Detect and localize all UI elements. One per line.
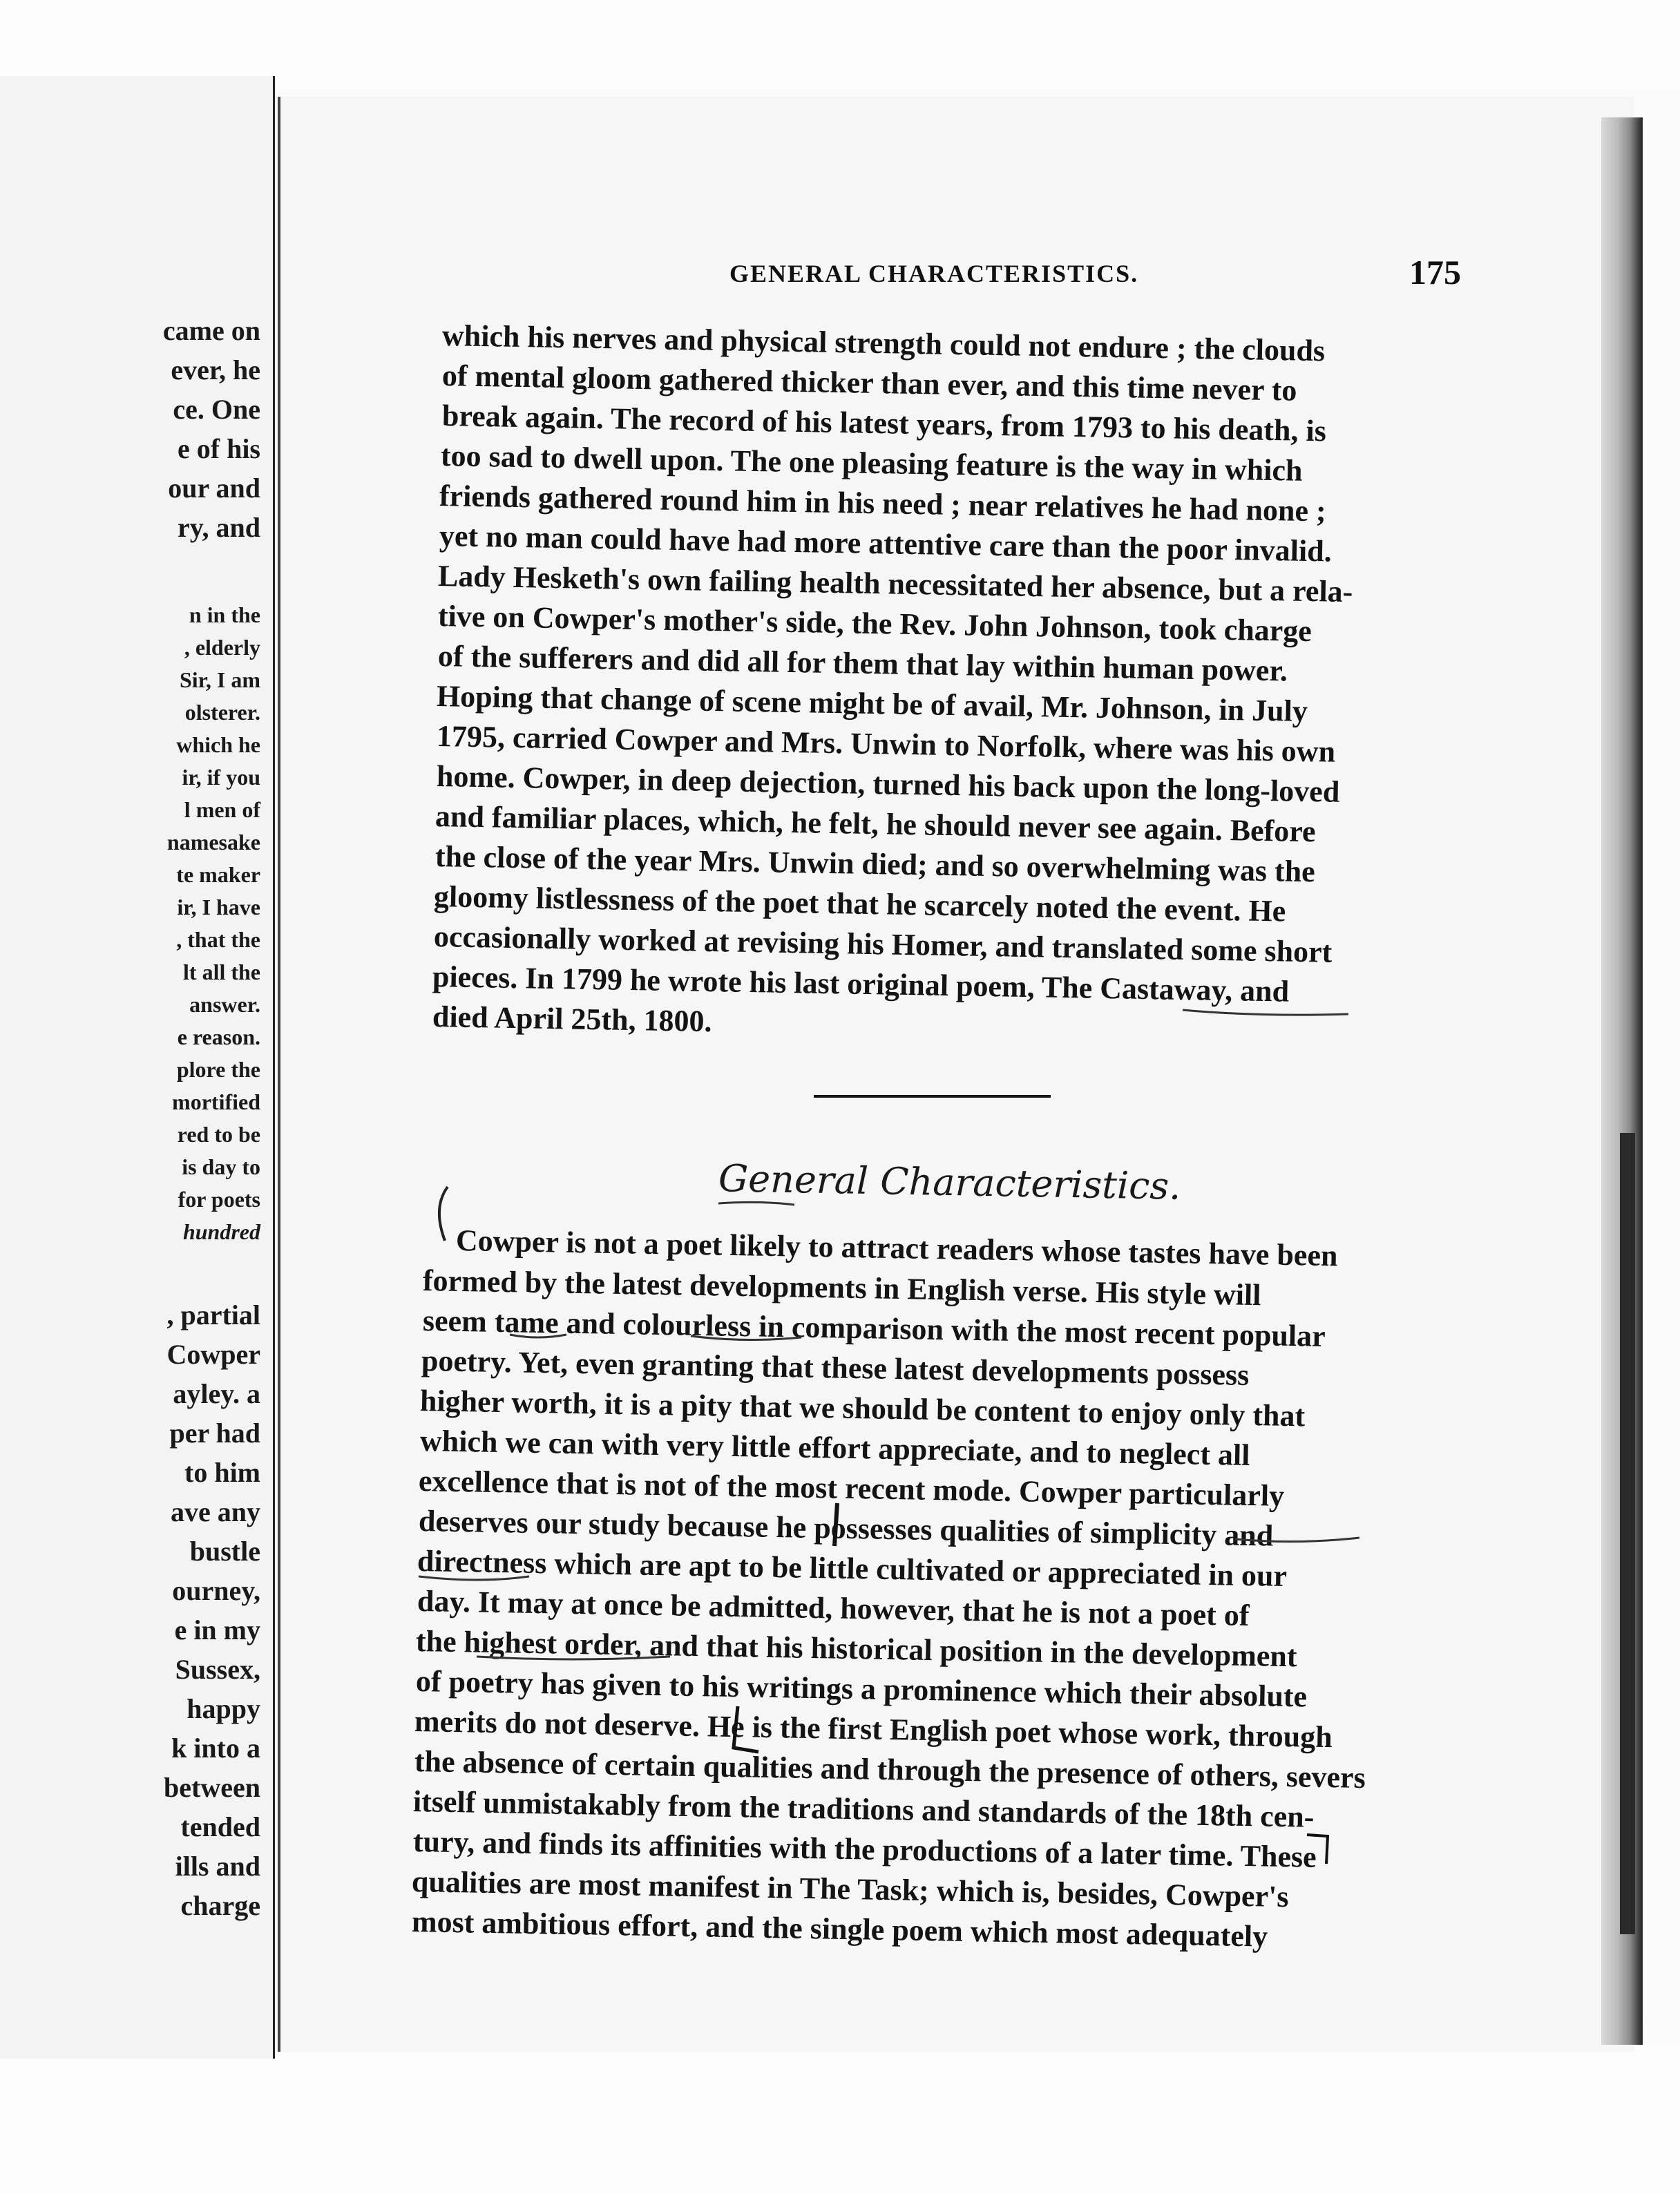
text-line: poetry. Yet, even granting that these latest developments possess	[421, 1344, 1250, 1392]
text-line: formed by the latest developments in English verse. His style will	[422, 1263, 1261, 1313]
text-line: occasionally worked at revising his Homer, and translated some short	[433, 919, 1333, 969]
text-line: higher worth, it is a pity that we should be content to enjoy only that	[419, 1384, 1306, 1433]
section-heading: General Characteristics.	[718, 1156, 1181, 1208]
left-page-line: e in my	[174, 1614, 260, 1646]
left-page-line: between	[164, 1772, 260, 1803]
text-line: the highest order, and that his historical position in the development	[415, 1624, 1297, 1674]
text-line: died April 25th, 1800.	[432, 1000, 712, 1039]
left-page-line: Sir, I am	[179, 667, 260, 692]
text-line: Hoping that change of scene might be of avail, Mr. Johnson, in July	[436, 679, 1308, 729]
text-line: merits do not deserve. He is the first English poet whose work, through	[414, 1704, 1333, 1755]
running-head: GENERAL CHARACTERISTICS.	[729, 260, 1139, 287]
text-line: too sad to dwell upon. The one pleasing feature is the way in which	[440, 439, 1303, 488]
colourless-underline-mark	[691, 1336, 801, 1340]
left-page-line: hundred	[182, 1219, 260, 1244]
left-page-line: tended	[180, 1811, 260, 1842]
left-page-line: olsterer.	[184, 700, 260, 725]
left-page-line: ourney,	[172, 1575, 260, 1606]
text-line: friends gathered round him in his need ; near relatives he had none ;	[439, 479, 1327, 528]
text-line: directness which are apt to be little cultivated or appreciated in our	[417, 1544, 1288, 1593]
left-page-line: to him	[184, 1457, 260, 1488]
left-page-line: te maker	[176, 862, 260, 887]
left-page-line: Cowper	[166, 1339, 260, 1370]
left-page-line: came on	[162, 315, 260, 346]
text-line: of the sufferers and did all for them that lay within human power.	[437, 639, 1288, 688]
left-page-line: ir, if you	[182, 765, 260, 790]
text-line: excellence that is not of the most recent mode. Cowper particularly	[418, 1464, 1285, 1513]
left-page-line: l men of	[184, 797, 260, 822]
left-page-line: our and	[168, 473, 260, 504]
left-page-line: Sussex,	[175, 1654, 260, 1685]
left-page-line: plore the	[176, 1057, 260, 1082]
left-page-line: ce. One	[173, 394, 260, 425]
left-page-line: , partial	[166, 1299, 260, 1330]
simplicity-underline-mark	[1235, 1538, 1359, 1542]
text-line: itself unmistakably from the traditions and standards of the 18th cen-	[412, 1784, 1315, 1834]
left-page-line: red to be	[177, 1122, 260, 1147]
text-line: pieces. In 1799 he wrote his last original poem, The Castaway, and	[432, 960, 1290, 1009]
insertion-bar-mark	[834, 1503, 837, 1546]
text-line: yet no man could have had more attentive care than the poor invalid.	[439, 519, 1333, 569]
highest-order-underline-mark	[477, 1657, 670, 1659]
text-line: tury, and finds its affinities with the productions of a later time. These	[412, 1824, 1317, 1874]
left-page-line: ry, and	[177, 512, 260, 543]
left-page-line: ever, he	[171, 354, 260, 385]
left-page-line: which he	[176, 732, 260, 757]
text-line: which we can with very little effort appreciate, and to neglect all	[419, 1424, 1250, 1472]
bracket-mark-left	[734, 1706, 758, 1752]
text-line: day. It may at once be admitted, however, that he is not a poet of	[417, 1584, 1250, 1633]
text-line: the close of the year Mrs. Unwin died; and so overwhelming was the	[435, 839, 1316, 889]
text-line: home. Cowper, in deep dejection, turned his back upon the long-loved	[436, 759, 1340, 809]
left-page-line: e of his	[178, 433, 260, 464]
text-line: gloomy listlessness of the poet that he scarcely noted the event. He	[433, 879, 1286, 928]
left-page-line: namesake	[166, 830, 260, 855]
bracket-mark-right	[1307, 1835, 1328, 1864]
text-line: break again. The record of his latest years, from 1793 to his death, is	[441, 399, 1327, 448]
text-line: and familiar places, which, he felt, he should never see again. Before	[435, 799, 1316, 849]
left-page-line: , that the	[176, 927, 260, 952]
left-page-line: ills and	[175, 1851, 260, 1882]
text-line: seem tame and colourless in comparison with the most recent popular	[422, 1304, 1326, 1353]
left-page-line: answer.	[189, 992, 260, 1017]
left-page-line: n in the	[189, 602, 260, 627]
left-page-line: e reason.	[177, 1024, 260, 1049]
left-page-line: for poets	[178, 1187, 260, 1212]
left-page-line: per had	[169, 1418, 260, 1449]
opening-parenthesis-mark	[439, 1187, 448, 1241]
left-page-line: happy	[187, 1693, 260, 1724]
tame-underline-mark	[510, 1335, 566, 1337]
text-line: which his nerves and physical strength could not endure ; the clouds	[441, 318, 1326, 368]
text-line: most ambitious effort, and the single poem which most adequately	[411, 1905, 1268, 1954]
left-page-line: bustle	[189, 1536, 260, 1567]
heading-underline-mark	[718, 1202, 794, 1205]
page-number: 175	[1409, 253, 1461, 292]
left-page-line: ave any	[171, 1496, 260, 1527]
left-page-line: , elderly	[184, 635, 260, 660]
text-line: 1795, carried Cowper and Mrs. Unwin to Norfolk, where was his own	[436, 719, 1336, 769]
text-line: deserves our study because he possesses qualities of simplicity and	[418, 1504, 1274, 1553]
left-page-line: k into a	[171, 1733, 260, 1764]
left-page-line: is day to	[182, 1154, 260, 1179]
text-line: qualities are most manifest in The Task; which is, besides, Cowper's	[411, 1864, 1289, 1914]
text-line: of mental gloom gathered thicker than ever, and this time never to	[441, 359, 1297, 408]
left-page-line: ir, I have	[177, 895, 260, 919]
text-line: Cowper is not a poet likely to attract readers whose tastes have been	[455, 1223, 1338, 1273]
left-page-line: ayley. a	[173, 1378, 260, 1409]
directness-underline-mark	[419, 1576, 529, 1580]
text-line: the absence of certain qualities and through the presence of others, severs	[414, 1744, 1366, 1795]
text-line: tive on Cowper's mother's side, the Rev. John Johnson, took charge	[437, 599, 1312, 649]
left-page-line: lt all the	[183, 960, 260, 984]
text-line: Lady Hesketh's own failing health necessitated her absence, but a rela-	[437, 559, 1353, 609]
castaway-underline-mark	[1183, 1010, 1348, 1015]
left-page-line: charge	[180, 1890, 260, 1921]
text-line: of poetry has given to his writings a prominence which their absolute	[415, 1664, 1308, 1714]
left-page-line: mortified	[172, 1089, 260, 1114]
